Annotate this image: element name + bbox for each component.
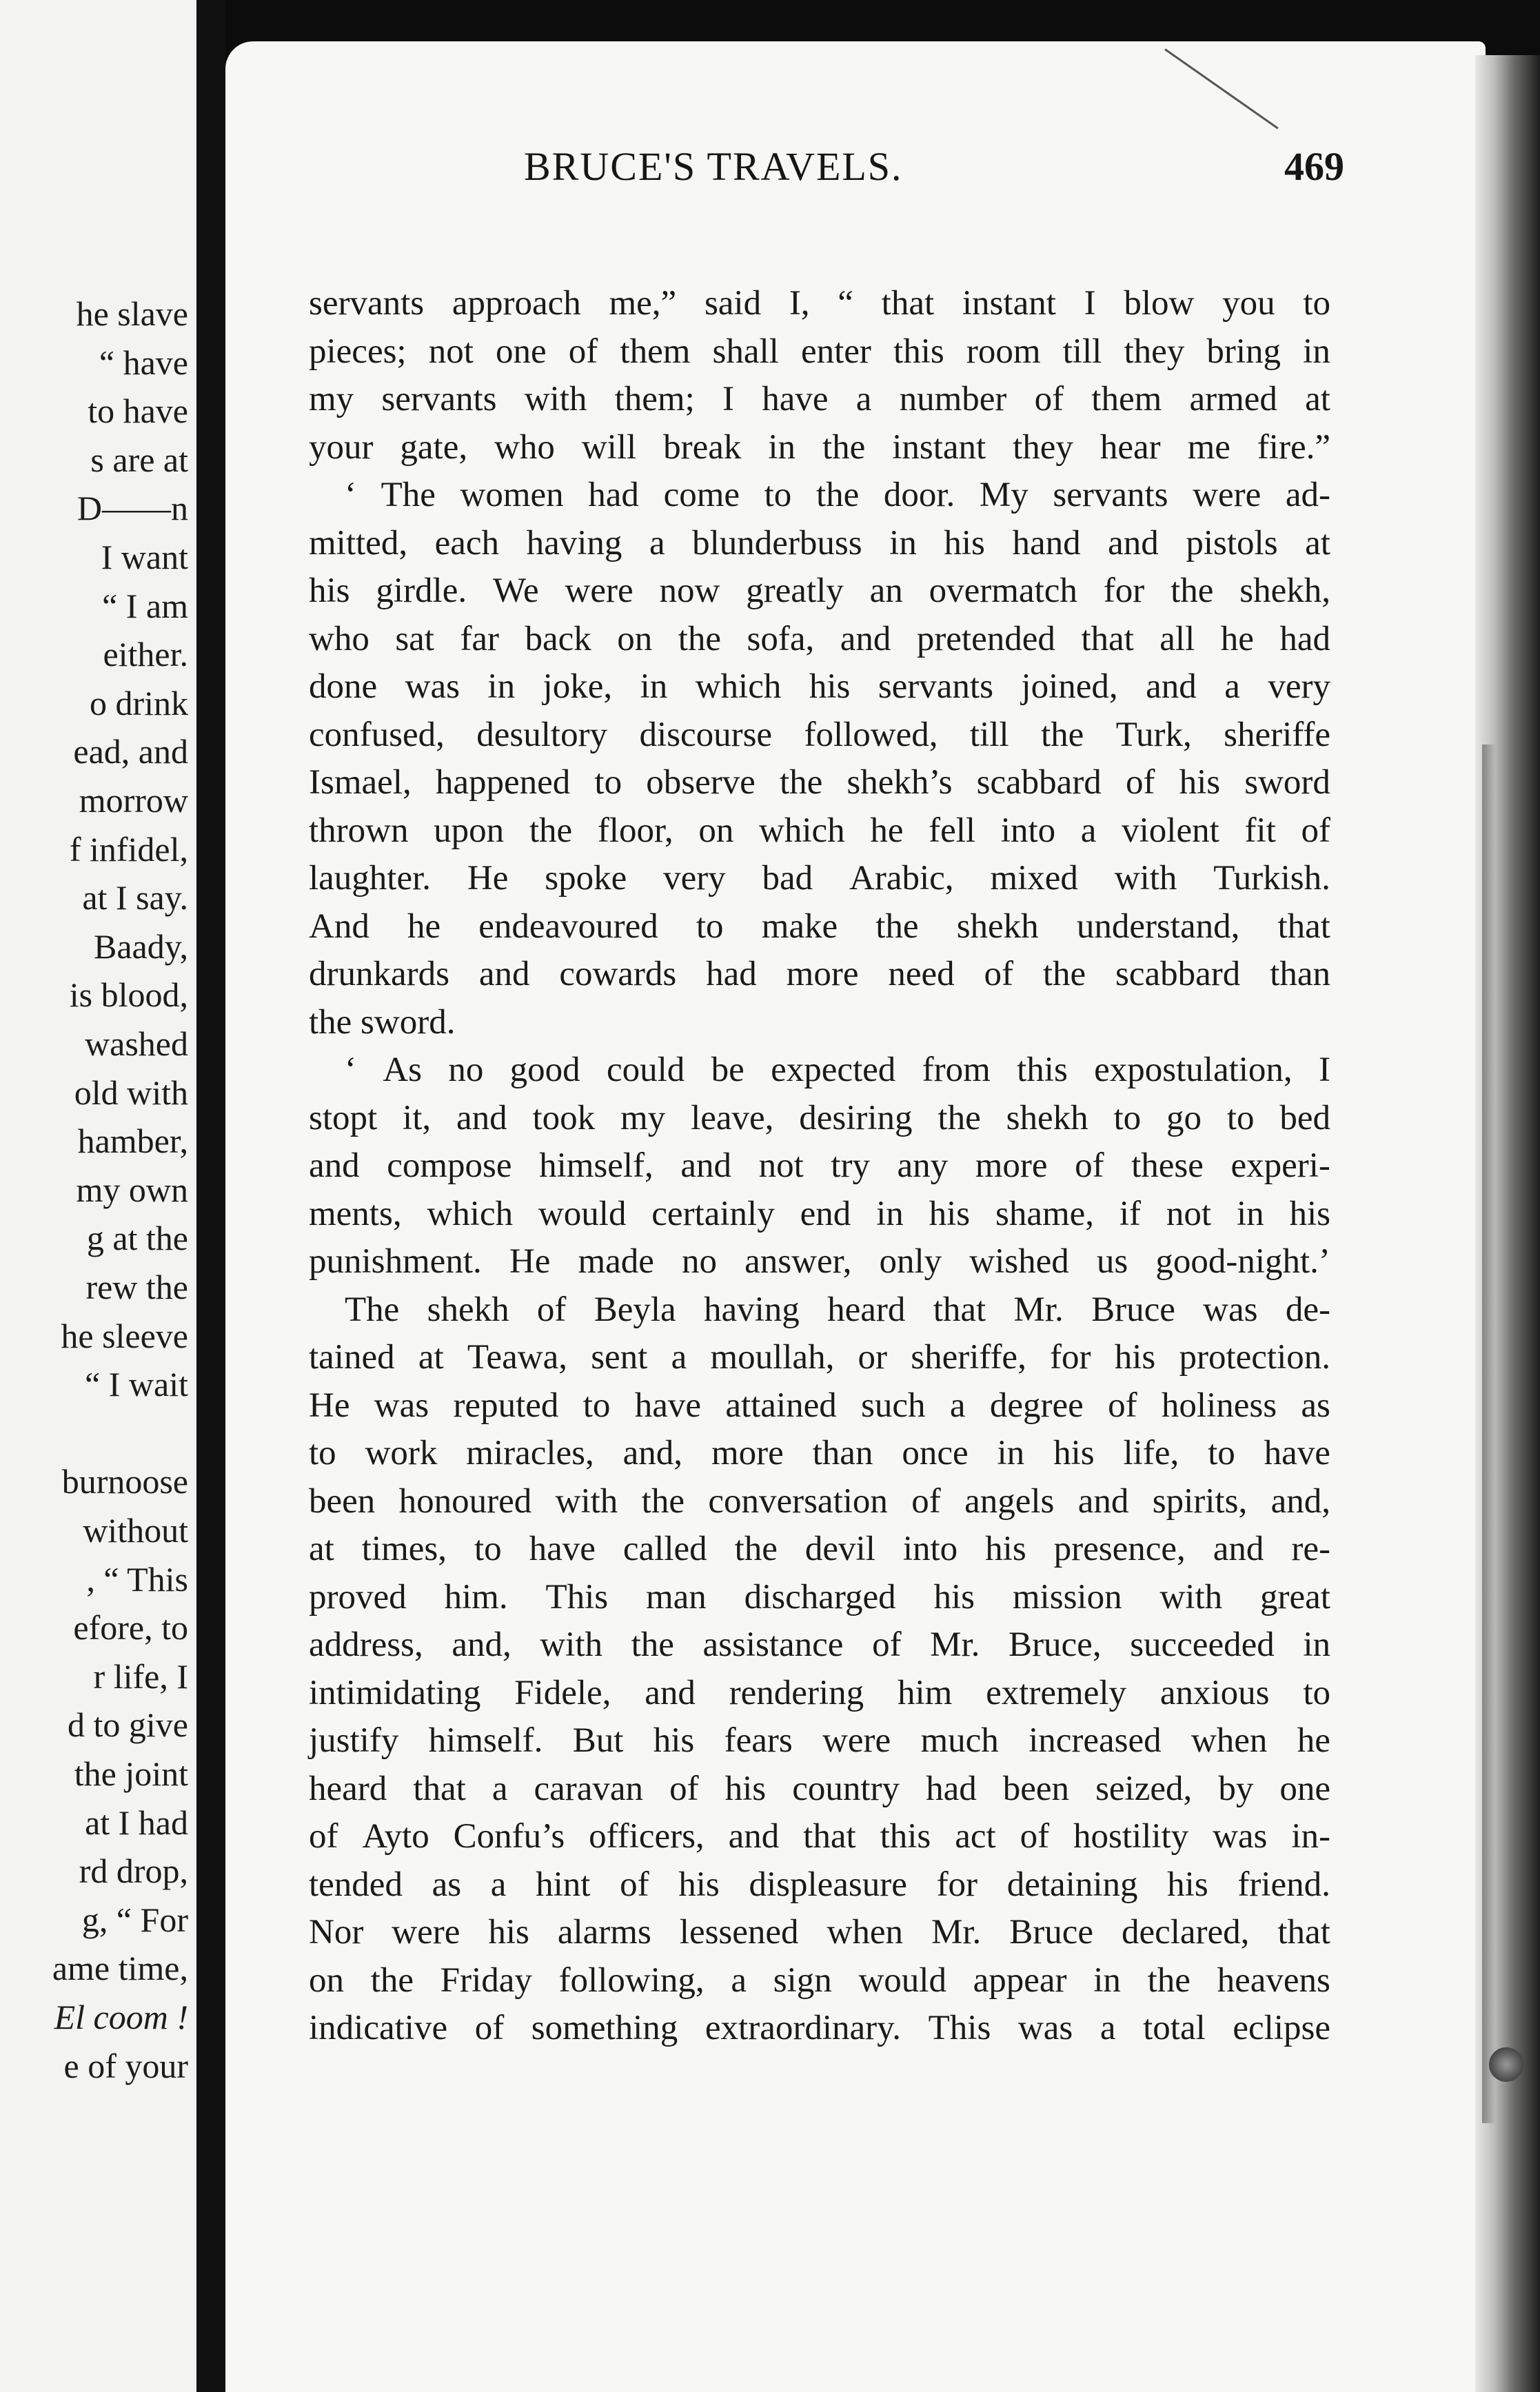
text-line: address, and, with the assistance of Mr. Bruce, succeeded in — [309, 1625, 1330, 1664]
text-line: your gate, who will break in the instant they hear me fire.” — [309, 427, 1330, 467]
book-gutter — [196, 0, 225, 2392]
left-page-line: “ I am — [102, 586, 188, 625]
text-line: stopt it, and took my leave, desiring the shekh to go to bed — [309, 1098, 1330, 1137]
text-line: at times, to have called the devil into his presence, and re- — [309, 1530, 1330, 1568]
left-page-line: rd drop, — [79, 1852, 188, 1891]
text-line: and compose himself, and not try any more of these experi- — [309, 1146, 1330, 1185]
left-page-line: without — [83, 1511, 188, 1550]
text-line: pieces; not one of them shall enter this room till they bring in — [309, 332, 1330, 371]
left-page-line: r life, I — [93, 1656, 188, 1696]
text-line: tended as a hint of his displeasure for detaining his friend. — [309, 1865, 1330, 1904]
left-page-line: El coom ! — [54, 1998, 188, 2036]
text-line: ‘ As no good could be expected from this expostulation, I — [345, 1051, 1330, 1089]
text-line: Nor were his alarms lessened when Mr. Bruce declared, that — [309, 1913, 1330, 1952]
left-facing-page — [0, 0, 196, 2392]
left-page-line: g at the — [86, 1219, 188, 1258]
left-page-line: “ I wait — [85, 1365, 188, 1404]
text-line: punishment. He made no answer, only wished us good-night.’ — [309, 1242, 1330, 1281]
left-page-line: g, “ For — [81, 1900, 188, 1939]
left-page-line: burnoose — [61, 1462, 188, 1501]
left-page-line: he slave — [76, 294, 188, 333]
left-page-line: washed — [85, 1024, 188, 1063]
text-line: Ismael, happened to observe the shekh’s scabbard of his sword — [309, 763, 1330, 802]
text-line: proved him. This man discharged his mission with great — [309, 1577, 1330, 1616]
left-page-line: the joint — [74, 1754, 188, 1793]
text-line: servants approach me,” said I, “ that instant I blow you to — [309, 284, 1330, 323]
page-number: 469 — [1284, 144, 1344, 189]
left-page-line: Baady, — [94, 926, 188, 966]
left-page-line: efore, to — [73, 1608, 188, 1648]
left-page-line: at I say. — [82, 878, 188, 918]
page-header — [386, 138, 1344, 200]
left-page-line: “ have — [99, 343, 188, 382]
text-line: heard that a caravan of his country had been seized, by one — [309, 1769, 1330, 1808]
page-edge — [1475, 55, 1540, 2392]
text-line: tained at Teawa, sent a moullah, or sheriffe, for his protection. — [309, 1338, 1330, 1377]
running-head: BRUCE'S TRAVELS. — [524, 144, 903, 189]
left-page-line: ame time, — [52, 1949, 188, 1988]
page-stain — [1489, 2047, 1523, 2082]
left-page-line: either. — [103, 635, 188, 674]
left-page-line: morrow — [79, 781, 188, 820]
text-line: confused, desultory discourse followed, till the Turk, sheriffe — [309, 715, 1330, 754]
text-line: The shekh of Beyla having heard that Mr. Bruce was de- — [345, 1290, 1330, 1329]
left-page-line: e of your — [63, 2046, 188, 2085]
left-page-line: old with — [74, 1073, 188, 1112]
left-page-line: my own — [76, 1170, 188, 1209]
left-page-line: D——n — [77, 489, 188, 528]
left-page-line: , “ This — [86, 1559, 188, 1599]
left-page-line: ead, and — [73, 732, 188, 771]
text-line: ‘ The women had come to the door. My servants were ad- — [345, 476, 1330, 514]
left-page-line: s are at — [90, 440, 188, 479]
left-page-line: at I had — [85, 1803, 188, 1842]
left-page-line: rew the — [85, 1268, 188, 1306]
text-line: on the Friday following, a sign would appear in the heavens — [309, 1960, 1330, 2000]
left-page-line: d to give — [68, 1705, 188, 1745]
body-text — [309, 280, 1330, 2053]
left-page-line: hamber, — [77, 1122, 188, 1161]
left-page-line: he sleeve — [61, 1316, 188, 1355]
text-line: And he endeavoured to make the shekh understand, that — [309, 906, 1330, 946]
text-line: mitted, each having a blunderbuss in his hand and pistols at — [309, 523, 1330, 562]
left-page-line: is blood, — [69, 975, 188, 1015]
text-line: who sat far back on the sofa, and pretended that all he had — [309, 619, 1330, 658]
text-line: done was in joke, in which his servants joined, and a very — [309, 667, 1330, 706]
text-line: the sword. — [309, 1002, 456, 1042]
text-line: intimidating Fidele, and rendering him extremely anxious to — [309, 1673, 1330, 1712]
text-line: thrown upon the floor, on which he fell into a violent fit of — [309, 811, 1330, 850]
text-line: indicative of something extraordinary. This was a total eclipse — [309, 2009, 1330, 2047]
text-line: been honoured with the conversation of angels and spirits, and, — [309, 1481, 1330, 1521]
text-line: my servants with them; I have a number of them armed at — [309, 380, 1330, 418]
left-page-line: o drink — [89, 683, 188, 722]
left-page-line: I want — [101, 538, 188, 576]
text-line: of Ayto Confu’s officers, and that this act of hostility was in- — [309, 1817, 1330, 1856]
text-line: drunkards and cowards had more need of the scabbard than — [309, 955, 1330, 993]
text-line: to work miracles, and, more than once in his life, to have — [309, 1434, 1330, 1472]
left-page-line: f infidel, — [69, 829, 188, 869]
text-line: justify himself. But his fears were much increased when he — [309, 1721, 1330, 1760]
left-page-line: to have — [88, 392, 188, 431]
text-line: He was reputed to have attained such a degree of holiness as — [309, 1386, 1330, 1425]
text-line: his girdle. We were now greatly an overmatch for the shekh, — [309, 571, 1330, 610]
text-line: ments, which would certainly end in his shame, if not in his — [309, 1194, 1330, 1233]
text-line: laughter. He spoke very bad Arabic, mixed with Turkish. — [309, 859, 1330, 898]
